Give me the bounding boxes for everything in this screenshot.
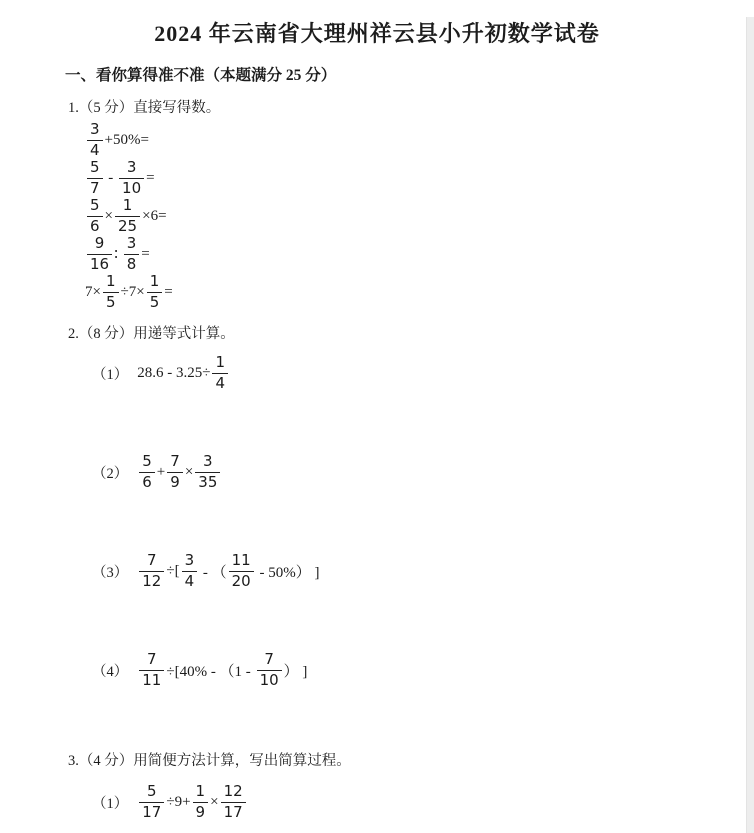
question-3-label: 3.（4 分）用简便方法计算，写出简算过程。 [68,753,351,769]
fraction [257,651,282,689]
fraction-denominator: 6 [142,472,152,491]
question-1-expression-list [85,121,754,311]
fraction-numerator: 12 [221,783,246,802]
expression-row [85,197,754,235]
fraction [124,235,140,273]
fraction [139,552,164,590]
fraction-denominator: 12 [142,571,162,590]
item-index: （3） [92,564,129,581]
fraction-numerator: 3 [124,235,140,254]
fraction-numerator: 1 [193,783,209,802]
item-index: （4） [92,663,129,680]
question-3-item-list [0,780,754,824]
fraction-numerator: 3 [195,453,220,472]
fraction-denominator: 25 [118,216,138,235]
fraction-denominator: 9 [195,802,206,821]
fraction-denominator: 5 [105,292,116,311]
operator-text: 28.6 - 3.25÷ [137,364,211,381]
fraction [139,783,164,821]
sub-item [92,780,754,824]
question-2-label: 2.（8 分）用递等式计算。 [68,326,235,342]
fraction [147,273,163,311]
operator-text: ÷9+ [166,793,191,810]
fraction-denominator: 4 [215,373,226,392]
question-1-label: 1.（5 分）直接写得数。 [68,100,221,116]
operator-text: × [210,793,219,810]
page-title: 2024 年云南省大理州祥云县小升初数学试卷 [154,21,600,46]
operator-text: = [141,245,150,262]
fraction-denominator: 10 [122,178,142,197]
fraction-denominator: 11 [142,670,162,689]
fraction-numerator: 11 [229,552,254,571]
fraction [87,121,103,159]
sub-item [92,549,754,593]
operator-text: - 50%） ] [255,564,320,581]
fraction-denominator: 4 [90,140,100,159]
fraction [87,159,103,197]
fraction [103,273,119,311]
fraction [115,197,140,235]
operator-text: ÷[ [166,562,180,579]
fraction-numerator: 7 [139,651,164,670]
fraction [182,552,198,590]
fraction [139,651,164,689]
fraction [87,197,103,235]
fraction-numerator: 5 [87,159,103,178]
fraction-numerator: 7 [167,453,183,472]
expression-row [85,159,754,197]
item-index: （1） [92,366,129,383]
fraction-denominator: 16 [90,254,110,273]
expression-row [137,552,319,590]
operator-text: ∶ [114,246,122,263]
fraction [139,453,155,491]
operator-text: 7× [85,283,101,300]
fraction [167,453,183,491]
fraction-denominator: 8 [126,254,137,273]
fraction [221,783,246,821]
expression-row [85,121,754,159]
fraction [119,159,144,197]
question-2-item-list [0,351,754,692]
expression-row [137,354,230,392]
fraction-denominator: 35 [198,472,218,491]
item-index: （1） [92,795,129,812]
operator-text: - （ [199,564,227,581]
fraction-numerator: 5 [139,453,155,472]
operator-text: = [146,169,155,186]
fraction [87,235,112,273]
operator-text: +50%= [104,131,149,148]
operator-text: ） ] [283,663,308,680]
fraction [193,783,209,821]
item-index: （2） [92,465,129,482]
operator-text: = [164,283,173,300]
expression-row [137,453,222,491]
fraction-numerator: 7 [257,651,282,670]
fraction-denominator: 9 [170,472,180,491]
expression-row [85,273,754,311]
operator-text: + [156,463,166,480]
operator-text: - [104,169,118,186]
fraction-numerator: 9 [87,235,112,254]
fraction-numerator: 3 [119,159,144,178]
expression-row [137,651,307,689]
fraction-denominator: 10 [259,670,279,689]
fraction-denominator: 6 [90,216,100,235]
fraction-numerator: 3 [182,552,198,571]
operator-text: × [184,463,194,480]
fraction-denominator: 4 [184,571,195,590]
expression-row [85,235,754,273]
fraction-denominator: 17 [223,802,243,821]
page-edge-strip [746,17,754,833]
fraction [229,552,254,590]
sub-item [92,648,754,692]
fraction-numerator: 1 [147,273,163,292]
expression-row [137,783,247,821]
operator-text: ÷[40% - （1 - [166,663,255,680]
fraction-numerator: 7 [139,552,164,571]
fraction [212,354,228,392]
fraction-denominator: 5 [149,292,160,311]
fraction-numerator: 3 [87,121,103,140]
section-1-heading: 一、看你算得准不准（本题满分 25 分） [65,67,337,84]
fraction-numerator: 1 [115,197,140,216]
fraction-denominator: 20 [231,571,251,590]
fraction-numerator: 1 [212,354,228,373]
fraction-numerator: 5 [139,783,164,802]
operator-text: ×6= [142,207,167,224]
fraction-numerator: 1 [103,273,119,292]
sub-item [92,450,754,494]
operator-text: ÷7× [120,283,145,300]
fraction-denominator: 17 [142,802,162,821]
sub-item [92,351,754,395]
fraction-denominator: 7 [90,178,100,197]
operator-text: × [104,207,114,224]
fraction-numerator: 5 [87,197,103,216]
fraction [195,453,220,491]
